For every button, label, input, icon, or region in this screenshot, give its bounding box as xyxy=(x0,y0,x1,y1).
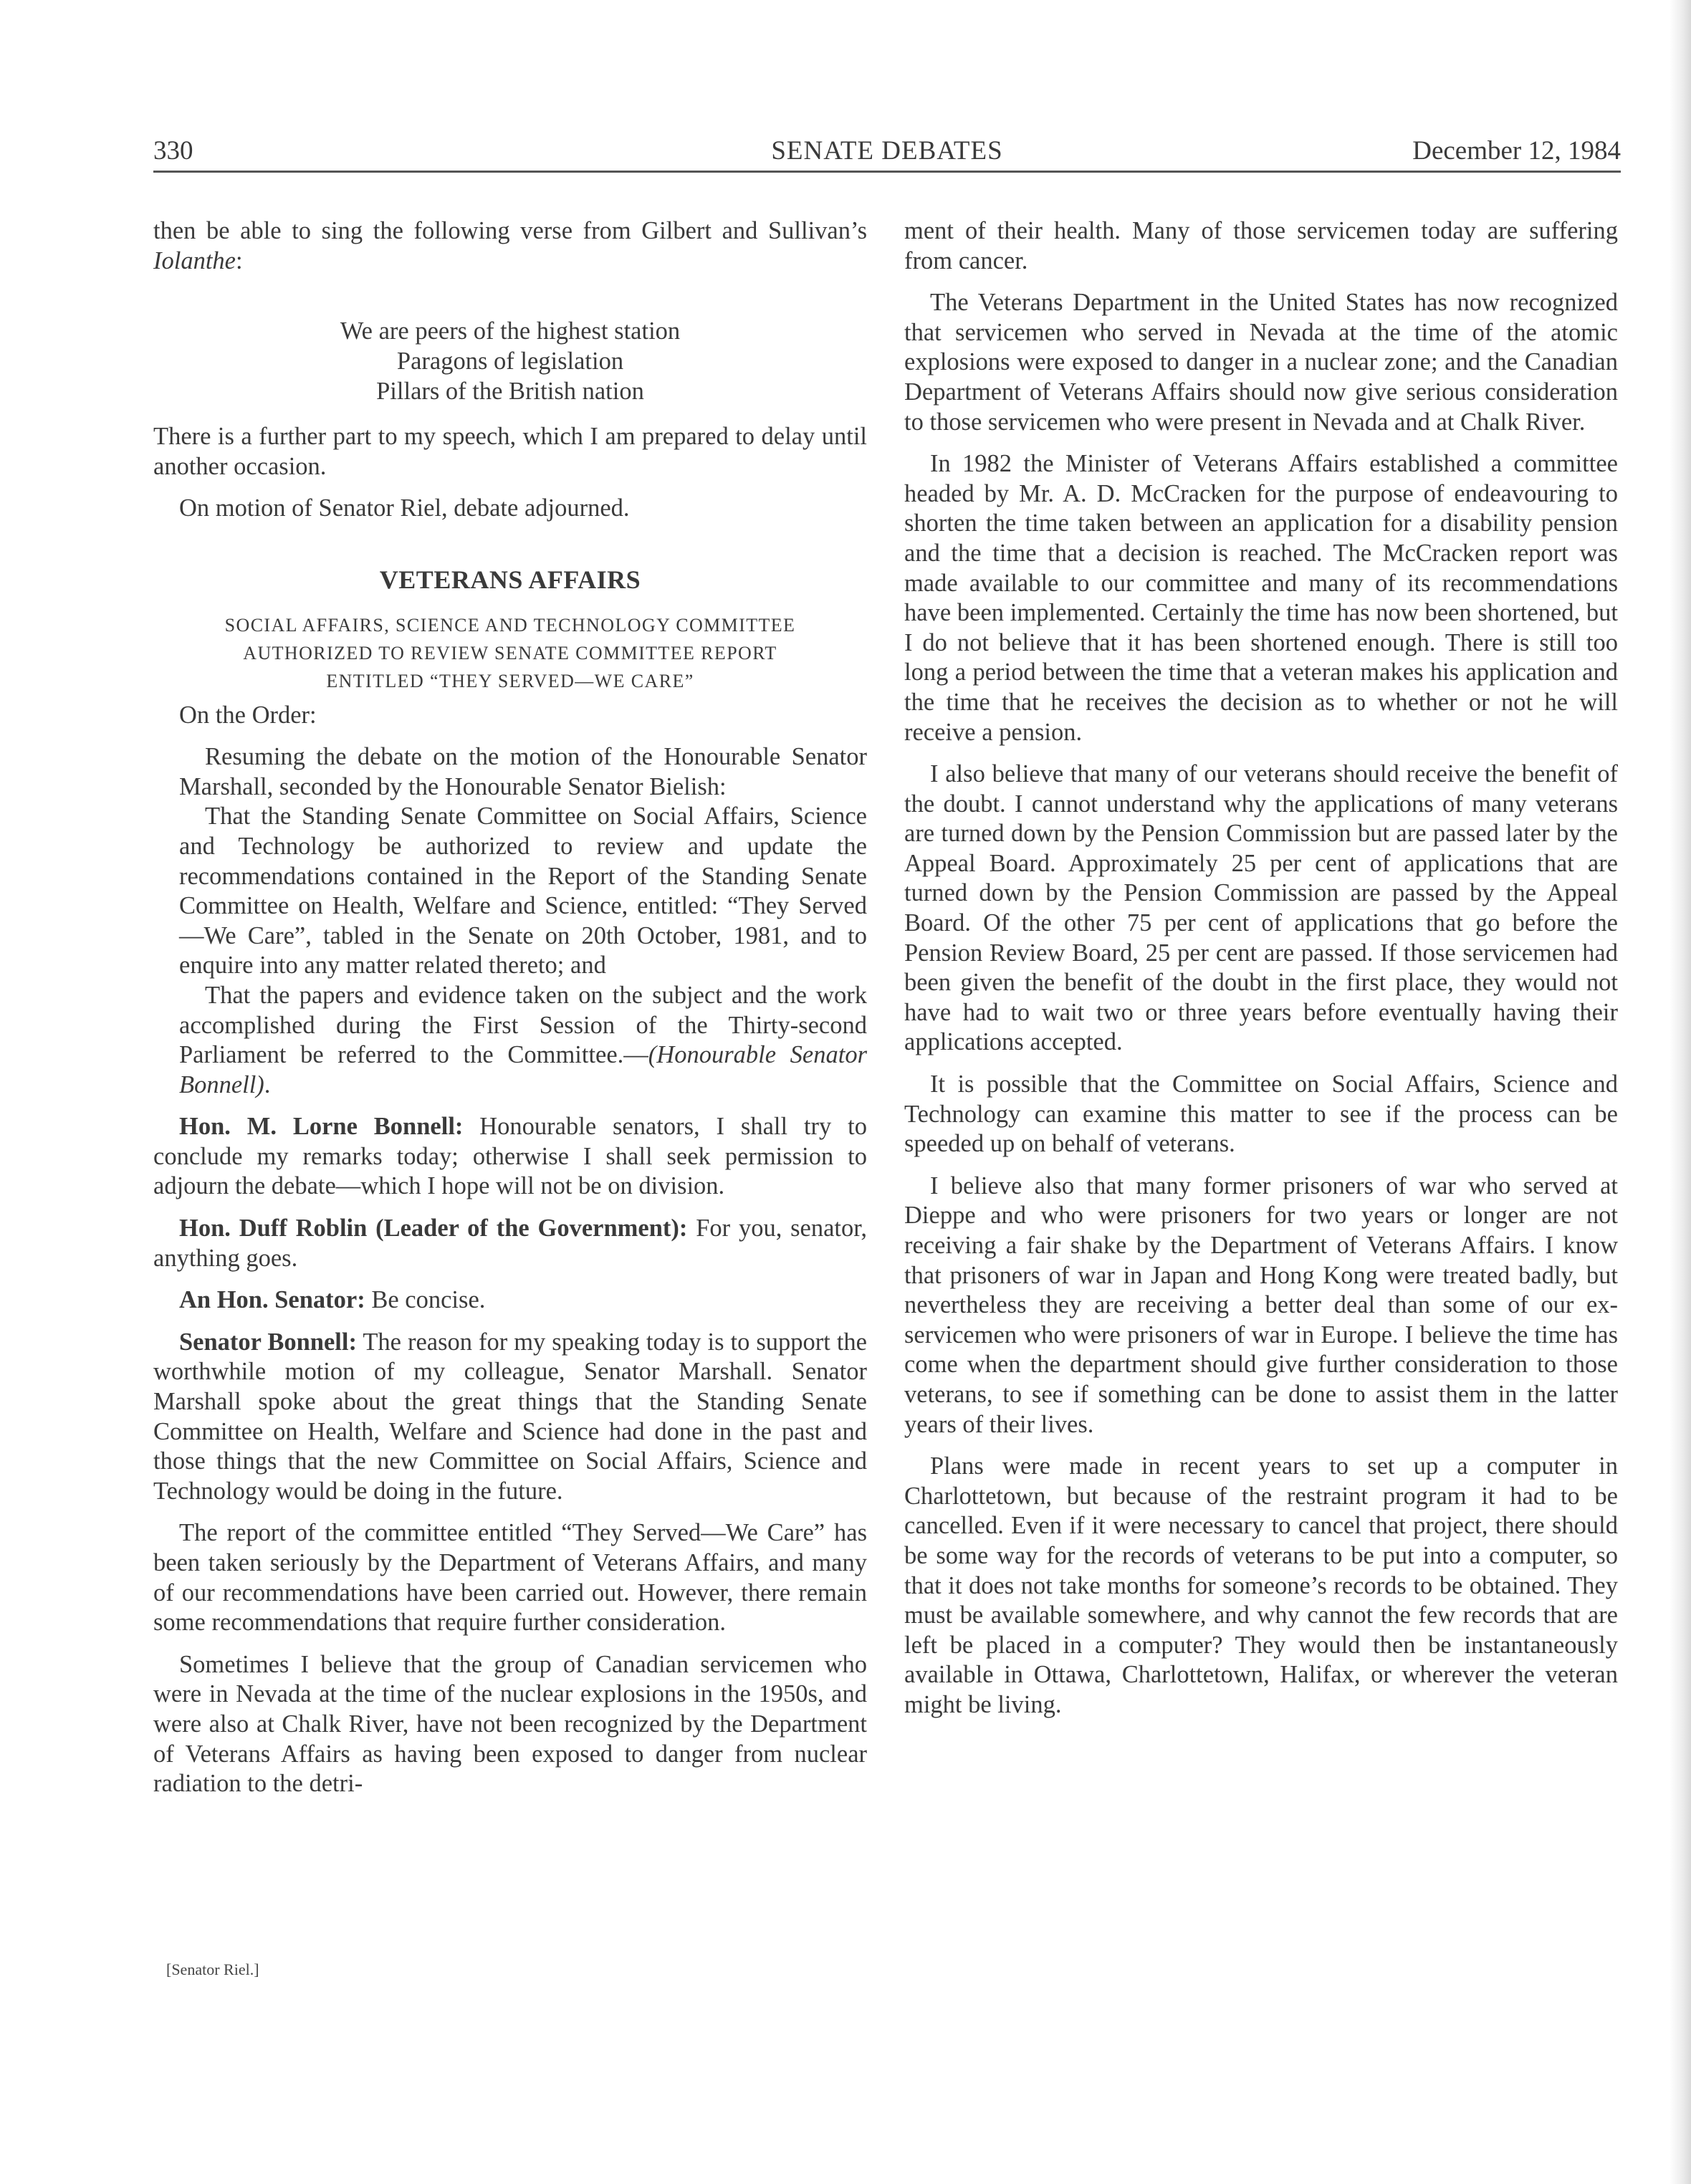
publication-title: SENATE DEBATES xyxy=(771,136,1003,166)
running-header xyxy=(153,133,1621,173)
page-date: December 12, 1984 xyxy=(1412,136,1621,166)
verse-line: We are peers of the highest station xyxy=(340,317,681,345)
motion-quote: Resuming the debate on the motion of the Honourable Senator Marshall, seconded by the Honourable Senator Bielish: xyxy=(179,743,867,800)
verse-block xyxy=(153,316,867,406)
paragraph: I believe also that many former prisoners of war who served at Dieppe and who were prisoners for two years or longer are not receiving a fair shake by the Department of Veterans Affairs. I know that prisoners of war in Japan and Hong Kong were treated badly, but nevertheless they are receiving a better deal than some of our ex-servicemen who were prisoners of war in Europe. I believe the time has come when the department should give further consideration to those veterans, to see if something can be done to assist them in the latter years of their lives. xyxy=(904,1172,1618,1438)
paragraph: In 1982 the Minister of Veterans Affairs established a committee headed by Mr. A. D. McCracken for the purpose of endeavouring to shorten the time taken between an application for a disability pension and the time that a decision is reached. The McCracken report was made available to our committee and many of its recommendations have been implemented. Certainly the time has now been shortened, but I do not believe that it has been shortened enough. There is still too long a period between the time that a veteran makes his application and the time that he receives the decision as to whether or not he will receive a pension. xyxy=(904,450,1618,746)
speech-paragraph: Hon. Duff Roblin (Leader of the Government): For you, senator, anything goes. xyxy=(153,1215,867,1272)
paragraph: Sometimes I believe that the group of Canadian servicemen who were in Nevada at the time of the nuclear explosions in the 1950s, and were also at Chalk River, have not been recognized by the Department of Veterans Affairs as having been exposed to danger from nuclear radiation to the detri- xyxy=(153,1650,867,1798)
verse-line: Pillars of the British nation xyxy=(376,378,644,406)
speaker-name: Hon. Duff Roblin (Leader of the Government): xyxy=(179,1215,688,1242)
speech-paragraph: Hon. M. Lorne Bonnell: Honourable senators, I shall try to conclude my remarks today; otherwise I shall seek permission to adjourn the debate—which I hope will not be on division. xyxy=(153,1113,867,1200)
section-subtitle: SOCIAL AFFAIRS, SCIENCE AND TECHNOLOGY COMMITTEE AUTHORIZED TO REVIEW SENATE COMMITTEE REPORT ENTITLED “THEY SERVED—WE CARE” xyxy=(224,614,796,691)
paragraph: There is a further part to my speech, which I am prepared to delay until another occasion. xyxy=(153,423,867,480)
paragraph: The report of the committee entitled “They Served—We Care” has been taken seriously by the Department of Veterans Affairs, and many of our recommendations have been carried out. However, there remain some recommendations that require further consideration. xyxy=(153,1519,867,1637)
paragraph: On motion of Senator Riel, debate adjourned. xyxy=(179,494,630,522)
intro-paragraph: then be able to sing the following verse from Gilbert and Sullivan’s Iolanthe: xyxy=(153,217,867,274)
italic-title: Iolanthe xyxy=(153,246,236,274)
motion-quote: That the Standing Senate Committee on Social Affairs, Science and Technology be authorized to review and update the recommendations contained in the Report of the Standing Senate Committee on Health, Welfare and Science, entitled: “They Served—We Care”, tabled in the Senate on 20th October, 1981, and to enquire into any matter related thereto; and xyxy=(179,803,867,980)
paragraph: Plans were made in recent years to set up a computer in Charlottetown, but because of the restraint program it had to be cancelled. Even if it were necessary to cancel that project, there should be some way for the records of veterans to be put into a computer, so that it does not take months for someone’s records to be obtained. They must be available somewhere, and why cannot the few records that are left be placed in a computer? They would then be instantaneously available in Ottawa, Charlottetown, Halifax, or wherever the veteran might be living. xyxy=(904,1452,1618,1718)
page-edge-shadow xyxy=(1670,0,1691,2184)
speech-paragraph: Senator Bonnell: The reason for my speaking today is to support the worthwhile motion of my colleague, Senator Marshall. Senator Marshall spoke about the great things that the Standing Senate Committee on Health, Welfare and Science had done in the past and those things that the new Committee on Social Affairs, Science and Technology would be doing in the future. xyxy=(153,1328,867,1505)
paragraph: It is possible that the Committee on Social Affairs, Science and Technology can examine this matter to see if the process can be speeded up on behalf of veterans. xyxy=(904,1071,1618,1158)
motion-quote: That the papers and evidence taken on the subject and the work accomplished during the First Session of the Thirty-second Parliament be referred to the Committee.—(Honourable Senator Bonnell). xyxy=(179,981,867,1098)
paragraph: The Veterans Department in the United States has now recognized that servicemen who served in Nevada at the time of the atomic explosions were exposed to danger in a nuclear zone; and the Canadian Department of Veterans Affairs should now give serious consideration to those servicemen who were present in Nevada and at Chalk River. xyxy=(904,289,1618,436)
speaker-footnote: [Senator Riel.] xyxy=(166,1960,259,1978)
speaker-name: Senator Bonnell: xyxy=(179,1328,357,1356)
right-column xyxy=(904,216,1618,1733)
paragraph: ment of their health. Many of those servicemen today are suffering from cancer. xyxy=(904,217,1618,274)
order-line: On the Order: xyxy=(179,701,317,729)
speaker-name: An Hon. Senator: xyxy=(179,1286,365,1314)
page-number: 330 xyxy=(153,136,193,166)
left-column xyxy=(153,216,867,1811)
speaker-name: Hon. M. Lorne Bonnell: xyxy=(179,1113,464,1141)
speech-paragraph: An Hon. Senator: Be concise. xyxy=(179,1286,486,1314)
section-title: VETERANS AFFAIRS xyxy=(379,565,641,594)
verse-line: Paragons of legislation xyxy=(396,348,624,375)
paragraph: I also believe that many of our veterans should receive the benefit of the doubt. I cannot understand why the applications of many veterans are turned down by the Pension Commission but are passed later by the Appeal Board. Approximately 25 per cent of applications that are turned down by the Pension Commission are passed by the Appeal Board. Of the other 75 per cent of applications that go before the Pension Review Board, 25 per cent are passed. If those servicemen had been given the benefit of the doubt in the first place, they would not have had to wait two or three years before eventually having their applications accepted. xyxy=(904,760,1618,1056)
